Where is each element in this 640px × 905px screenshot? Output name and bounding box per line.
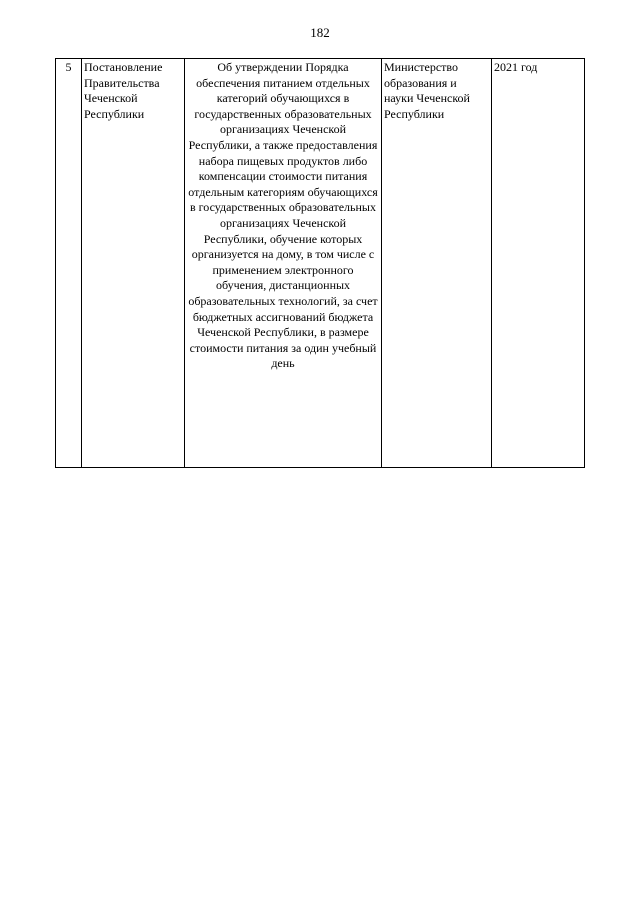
executor-cell: Министерство образования и науки Чеченской Республики bbox=[382, 59, 492, 468]
document-type-cell: Постановление Правительства Чеченской Республики bbox=[82, 59, 185, 468]
table-row bbox=[56, 59, 585, 468]
deadline-cell: 2021 год bbox=[492, 59, 585, 468]
document-title-cell: Об утверждении Порядка обеспечения питанием отдельных категорий обучающихся в государственных образовательных организациях Чеченской Республики, а также предоставления набора пищевых продуктов либо компенсации стоимости питания отдельным категориям обучающихся в государственных образовательных организациях Чеченской Республики, обучение которых организуется на дому, в том числе с применением электронного обучения, дистанционных образовательных технологий, за счет бюджетных ассигнований бюджета Чеченской Республики, в размере стоимости питания за один учебный день bbox=[185, 59, 382, 468]
row-number-cell: 5 bbox=[56, 59, 82, 468]
document-table bbox=[55, 58, 585, 468]
page-number: 182 bbox=[310, 25, 330, 40]
